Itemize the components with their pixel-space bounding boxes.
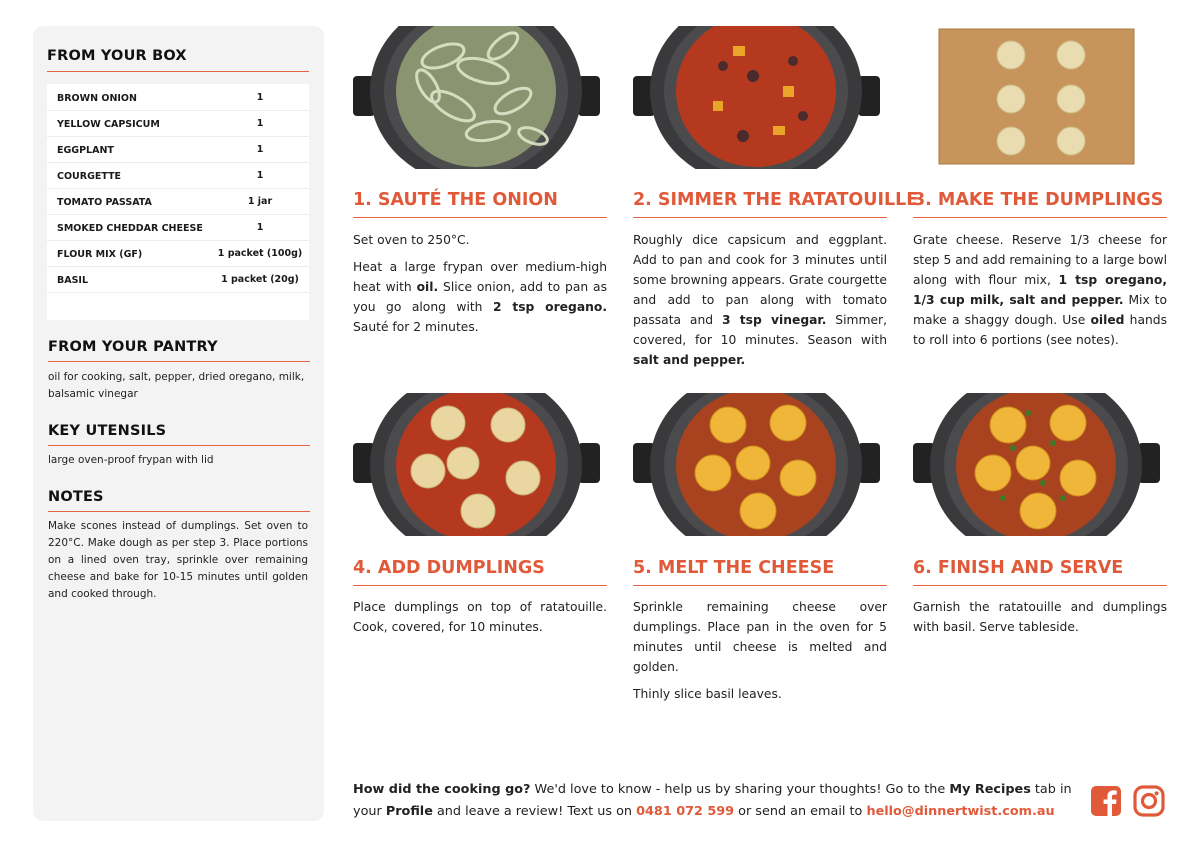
step-divider xyxy=(353,217,607,218)
step-1-paragraph: Set oven to 250°C. xyxy=(353,233,470,247)
from-your-box-title: FROM YOUR BOX xyxy=(47,48,187,64)
from-your-pantry-title: FROM YOUR PANTRY xyxy=(48,339,218,355)
step-6-title: 6. FINISH AND SERVE xyxy=(913,558,1124,578)
section-divider xyxy=(48,511,310,512)
step-1-title: 1. SAUTÉ THE ONION xyxy=(353,190,558,210)
sidebar xyxy=(33,26,324,821)
ingredient-qty: 1 xyxy=(256,92,264,103)
ingredient-qty: 1 xyxy=(256,222,264,233)
step-5-photo xyxy=(633,393,880,536)
ingredient-name: SMOKED CHEDDAR CHEESE xyxy=(57,223,203,234)
step-3-photo xyxy=(913,26,1160,169)
facebook-icon[interactable] xyxy=(1090,785,1122,817)
footer-question: How did the cooking go? xyxy=(353,782,531,797)
ingredient-qty: 1 xyxy=(256,144,264,155)
ingredient-name: FLOUR MIX (GF) xyxy=(57,249,143,260)
step-6-text xyxy=(913,597,1167,644)
ingredient-row xyxy=(47,214,309,241)
step-5-paragraph: Sprinkle remaining cheese over dumplings. Place pan in the oven for 5 minutes until cheese is melted and golden. xyxy=(633,600,887,674)
ingredient-row xyxy=(47,162,309,189)
step-1-text xyxy=(353,230,607,344)
section-divider xyxy=(48,445,310,446)
ingredient-qty: 1 xyxy=(256,170,264,181)
step-2-photo xyxy=(633,26,880,169)
step-4-text xyxy=(353,597,607,644)
ingredient-row xyxy=(47,266,309,293)
step-3-text xyxy=(913,230,1167,357)
step-2-text xyxy=(633,230,887,377)
step-5-text xyxy=(633,597,887,711)
notes-title: NOTES xyxy=(48,489,104,505)
step-3-title: 3. MAKE THE DUMPLINGS xyxy=(913,190,1164,210)
ingredient-qty: 1 xyxy=(256,118,264,129)
ingredient-qty: 1 jar xyxy=(247,196,273,207)
ingredient-row xyxy=(47,136,309,163)
instagram-icon[interactable] xyxy=(1133,785,1165,817)
step-divider xyxy=(913,217,1167,218)
step-divider xyxy=(913,585,1167,586)
step-4-title: 4. ADD DUMPLINGS xyxy=(353,558,545,578)
step-1-photo xyxy=(353,26,600,169)
profile-link[interactable]: Profile xyxy=(385,804,433,819)
ingredient-name: EGGPLANT xyxy=(57,145,114,156)
phone-number[interactable]: 0481 072 599 xyxy=(636,804,735,819)
ingredient-name: YELLOW CAPSICUM xyxy=(57,119,160,130)
ingredient-name: TOMATO PASSATA xyxy=(57,197,152,208)
step-6-photo xyxy=(913,393,1160,536)
ingredient-row xyxy=(47,240,309,267)
ingredient-row xyxy=(47,84,309,111)
step-4-photo xyxy=(353,393,600,536)
feedback-footer: How did the cooking go? We'd love to know - help us by sharing your thoughts! Go to the My Recipes tab in your Profile and leave a review! Text us on 0481 072 599 or send an email to hello@dinnertwist.com.au xyxy=(353,782,1072,819)
step-divider xyxy=(353,585,607,586)
email-link[interactable]: hello@dinnertwist.com.au xyxy=(866,804,1055,819)
section-divider xyxy=(47,71,309,72)
ingredient-name: COURGETTE xyxy=(57,171,122,182)
step-5-title: 5. MELT THE CHEESE xyxy=(633,558,835,578)
key-utensils-title: KEY UTENSILS xyxy=(48,423,167,439)
ingredient-name: BASIL xyxy=(57,275,89,286)
step-1-paragraph: Heat a large frypan over medium-high heat with oil. Slice onion, add to pan as you go along with 2 tsp oregano. Sauté for 2 minutes. xyxy=(353,260,607,334)
step-5-paragraph: Thinly slice basil leaves. xyxy=(633,687,782,701)
step-2-title: 2. SIMMER THE RATATOUILLE xyxy=(633,190,919,210)
ingredient-qty: 1 packet (20g) xyxy=(221,274,299,285)
step-divider xyxy=(633,585,887,586)
pantry-text: oil for cooking, salt, pepper, dried oregano, milk, balsamic vinegar xyxy=(48,371,305,400)
step-4-paragraph: Place dumplings on top of ratatouille. Cook, covered, for 10 minutes. xyxy=(353,600,607,634)
ingredient-name: BROWN ONION xyxy=(57,93,137,104)
ingredient-row xyxy=(47,188,309,215)
my-recipes-link[interactable]: My Recipes xyxy=(949,782,1031,797)
section-divider xyxy=(48,361,310,362)
utensils-text: large oven-proof frypan with lid xyxy=(48,454,214,466)
step-divider xyxy=(633,217,887,218)
ingredient-row xyxy=(47,110,309,137)
notes-text: Make scones instead of dumplings. Set oven to 220°C. Make dough as per step 3. Place portions on a lined oven tray, sprinkle over remaining cheese and bake for 10-15 minutes until golden and cooked through. xyxy=(48,520,308,600)
step-2-paragraph: Roughly dice capsicum and eggplant. Add to pan and cook for 3 minutes until some browning appears. Grate courgette and add to pan along with tomato passata and 3 tsp vinegar. Simmer, covered, for 10 minutes. Season with salt and pepper. xyxy=(633,233,887,367)
ingredient-qty: 1 packet (100g) xyxy=(217,248,303,259)
ingredient-table xyxy=(47,84,309,320)
step-6-paragraph: Garnish the ratatouille and dumplings with basil. Serve tableside. xyxy=(913,600,1167,634)
step-3-paragraph: Grate cheese. Reserve 1/3 cheese for step 5 and add remaining to a large bowl along with flour mix, 1 tsp oregano, 1/3 cup milk, salt and pepper. Mix to make a shaggy dough. Use oiled hands to roll into 6 portions (see notes). xyxy=(913,233,1167,347)
